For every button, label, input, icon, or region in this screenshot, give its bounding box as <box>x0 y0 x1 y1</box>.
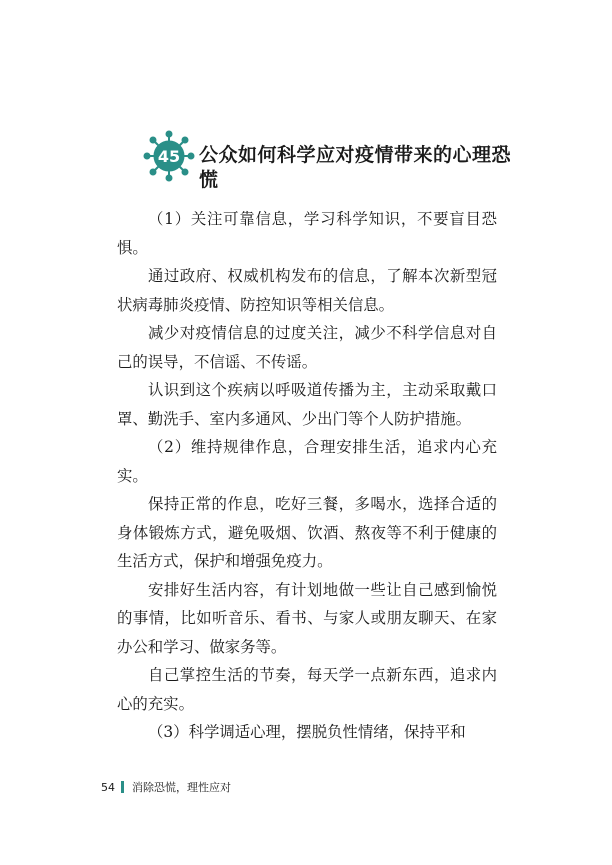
section-title: 公众如何科学应对疫情带来的心理恐慌 <box>199 144 512 191</box>
section-number: 45 <box>157 147 181 166</box>
book-title: 消除恐慌，理性应对 <box>132 781 231 794</box>
paragraph: 保持正常的作息，吃好三餐，多喝水，选择合适的身体锻炼方式，避免吸烟、饮酒、熬夜等不利于健康的生活方式，保护和增强免疫力。 <box>117 495 497 570</box>
paragraph: 减少对疫情信息的过度关注，减少不科学信息对自己的误导，不信谣、不传谣。 <box>117 324 497 371</box>
page-number: 54 <box>101 780 115 794</box>
footer-divider <box>121 781 124 793</box>
body-text <box>117 205 497 747</box>
paragraph: （1）关注可靠信息，学习科学知识，不要盲目恐惧。 <box>117 210 497 257</box>
paragraph: 通过政府、权威机构发布的信息，了解本次新型冠状病毒肺炎疫情、防控知识等相关信息。 <box>117 267 497 314</box>
virus-badge-icon <box>143 130 195 182</box>
paragraph: 安排好生活内容，有计划地做一些让自己感到愉悦的事情，比如听音乐、看书、与家人或朋友聊天、在家办公和学习、做家务等。 <box>117 580 497 656</box>
page-footer <box>101 779 231 795</box>
paragraph: （3）科学调适心理，摆脱负性情绪，保持平和 <box>148 723 466 741</box>
paragraph: （2）维持规律作息，合理安排生活，追求内心充实。 <box>117 438 497 485</box>
paragraph: 自己掌控生活的节奏，每天学一点新东西，追求内心的充实。 <box>117 666 497 713</box>
paragraph: 认识到这个疾病以呼吸道传播为主，主动采取戴口罩、勤洗手、室内多通风、少出门等个人防护措施。 <box>117 381 497 428</box>
